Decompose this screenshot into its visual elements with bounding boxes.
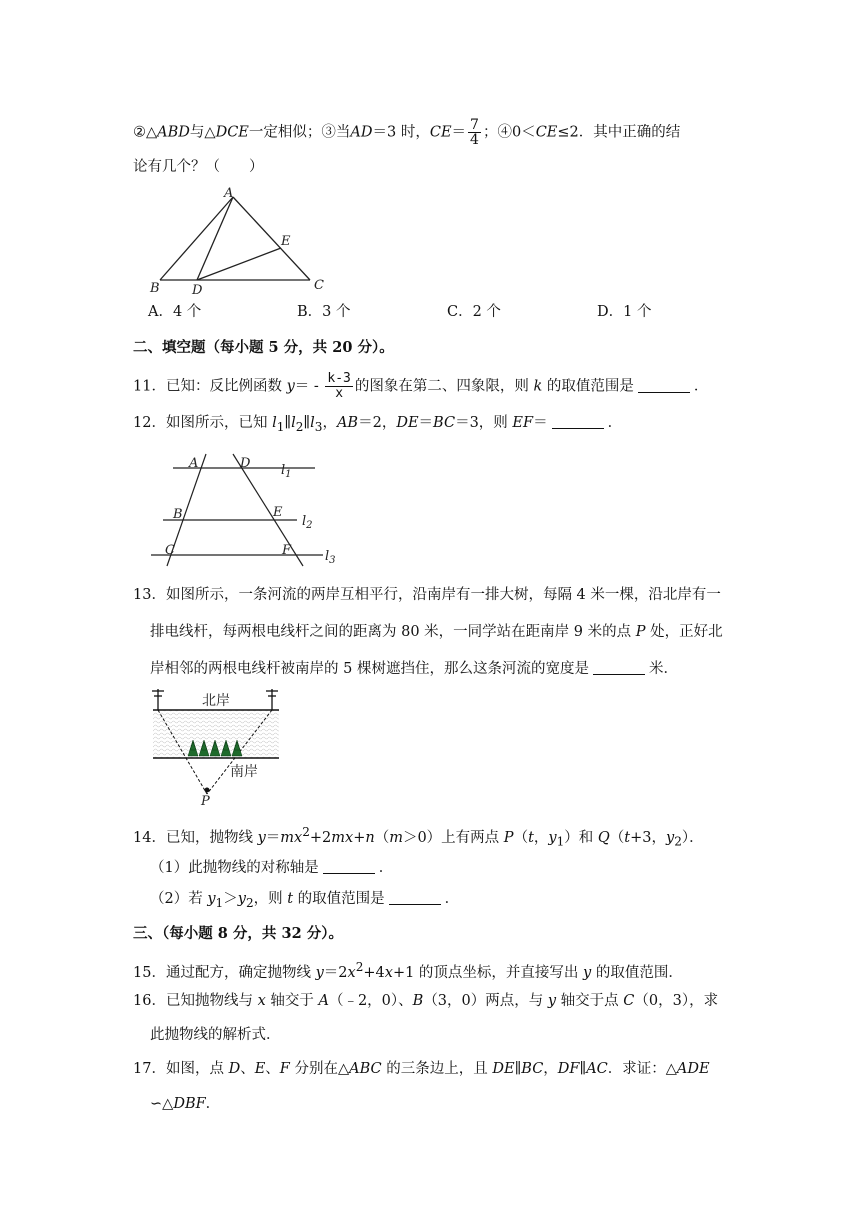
q13-line2: 排电线杆，每两根电线杆之间的距离为 80 米，一同学站在距南岸 9 米的点 P 处，正好北 (150, 624, 723, 640)
segment-AD (197, 197, 233, 280)
q10-line2: 论有几个？（ ） (133, 159, 264, 175)
q12-parallel-lines-figure (145, 448, 360, 573)
q17-line1: 17．如图，点 D、E、F 分别在△ABC 的三条边上，且 DE∥BC，DF∥AC．求证：△ADE (133, 1061, 710, 1077)
pole-right (266, 689, 278, 710)
segment-DE (197, 248, 281, 280)
svg-text:E: E (273, 505, 283, 520)
q10-triangle-figure (140, 185, 340, 295)
svg-text:A: A (189, 456, 199, 471)
q13-line1: 13．如图所示，一条河流的两岸互相平行，沿南岸有一排大树，每隔 4 米一棵，沿北岸有一 (133, 587, 721, 603)
section-2-heading: 二、填空题（每小题 5 分，共 20 分）。 (133, 339, 394, 356)
q10-option-a: A．4 个 (148, 304, 202, 320)
label-P: P (201, 794, 210, 809)
label-D: D (192, 283, 203, 295)
q16-line2: 此抛物线的解析式． (150, 1027, 281, 1043)
fraction-7-4: $\frac{7}{4}$ (470, 117, 479, 148)
answer-blank (323, 859, 375, 874)
pole-left (152, 689, 164, 710)
segment-AC (233, 197, 310, 280)
q14: 14．已知，抛物线 $y=mx^2+2mx+n(m>0)$上有两点 P（t，$y_1$）和 Q（t+3，$y_2$）． (133, 825, 704, 849)
svg-text:F: F (282, 543, 292, 558)
q11: 11．已知：反比例函数 y＝ - $\frac{k-3}{x}$ 的图象在第二、四象限，则 k 的取值范围是 ． (133, 371, 709, 401)
q16-line1: 16．已知抛物线与 x 轴交于 A（﹣2，0）、B（3，0）两点，与 y 轴交于点 C（0，3），求 (133, 993, 719, 1009)
q12: 12．如图所示，已知 $l_1\parallel l_2\parallel l_3$，AB＝2，DE＝BC＝3，则 EF＝ ． (133, 415, 623, 434)
q10-option-b: B．3 个 (297, 304, 351, 320)
point-P (205, 788, 210, 793)
svg-text:D: D (240, 456, 251, 471)
q13-line3: 岸相邻的两根电线杆被南岸的 5 棵树遮挡住，那么这条河流的宽度是 米． (150, 661, 678, 677)
label-B: B (150, 281, 160, 295)
south-bank-label: 南岸 (230, 764, 258, 780)
q10-line1: ②△ABD与△DCE一定相似；③当AD＝3 时，CE＝ $\frac{7}{4}$ ；④0＜CE≤2．其中正确的结 (133, 117, 681, 148)
q17-line2: ∽△DBF． (150, 1096, 221, 1112)
q10-option-d: D．1 个 (597, 304, 652, 320)
q15: 15．通过配方，确定抛物线 $y=2x^2+4x+1$ 的顶点坐标，并直接写出 y 的取值范围． (133, 960, 683, 981)
q14-part2: （2）若 $y_1>y_2$，则 t 的取值范围是 ． (150, 891, 460, 910)
north-bank-label: 北岸 (202, 693, 230, 709)
label-C: C (314, 278, 324, 293)
label-E: E (281, 234, 291, 249)
svg-text:C: C (165, 543, 175, 558)
answer-blank (552, 414, 604, 429)
segment-AB (160, 197, 233, 280)
q10-option-c: C．2 个 (447, 304, 501, 320)
svg-text:B: B (173, 507, 183, 522)
q13-river-figure (148, 684, 288, 809)
svg-text:l1: $l_1$ (281, 463, 292, 480)
section-3-heading: 三、（每小题 8 分，共 32 分）。 (133, 925, 343, 942)
answer-blank (593, 660, 645, 675)
svg-text:l3: $l_3$ (325, 549, 336, 566)
q14-part1: （1）此抛物线的对称轴是 ． (150, 860, 394, 876)
answer-blank (389, 890, 441, 905)
fraction-k-3-over-x: $\frac{k-3}{x}$ (327, 371, 351, 401)
answer-blank (638, 378, 690, 393)
svg-text:l2: $l_2$ (302, 514, 313, 531)
label-A: A (224, 186, 234, 201)
